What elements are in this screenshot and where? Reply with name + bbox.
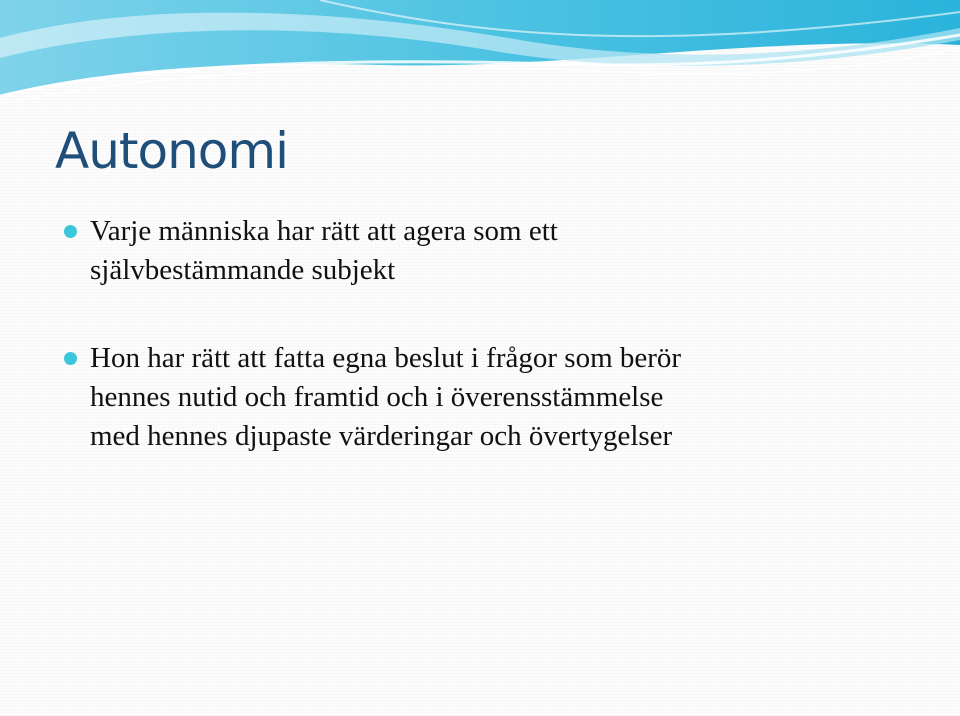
bullet-item (90, 212, 920, 290)
bullet-text-line: hennes nutid och framtid och i överensstämmelse (90, 381, 664, 413)
bullet-dot-icon (64, 352, 77, 365)
bullet-text-line: Varje människa har rätt att agera som ett (90, 215, 558, 247)
bullet-dot-icon (64, 225, 77, 238)
slide-title: Autonomi (55, 122, 288, 180)
bullet-item (90, 339, 920, 456)
bullet-text-line: självbestämmande subjekt (90, 254, 396, 286)
header-wave-decoration (0, 0, 960, 120)
bullet-text-line: med hennes djupaste värderingar och övertygelser (90, 420, 673, 452)
bullet-text-line: Hon har rätt att fatta egna beslut i frågor som berör (90, 342, 682, 374)
